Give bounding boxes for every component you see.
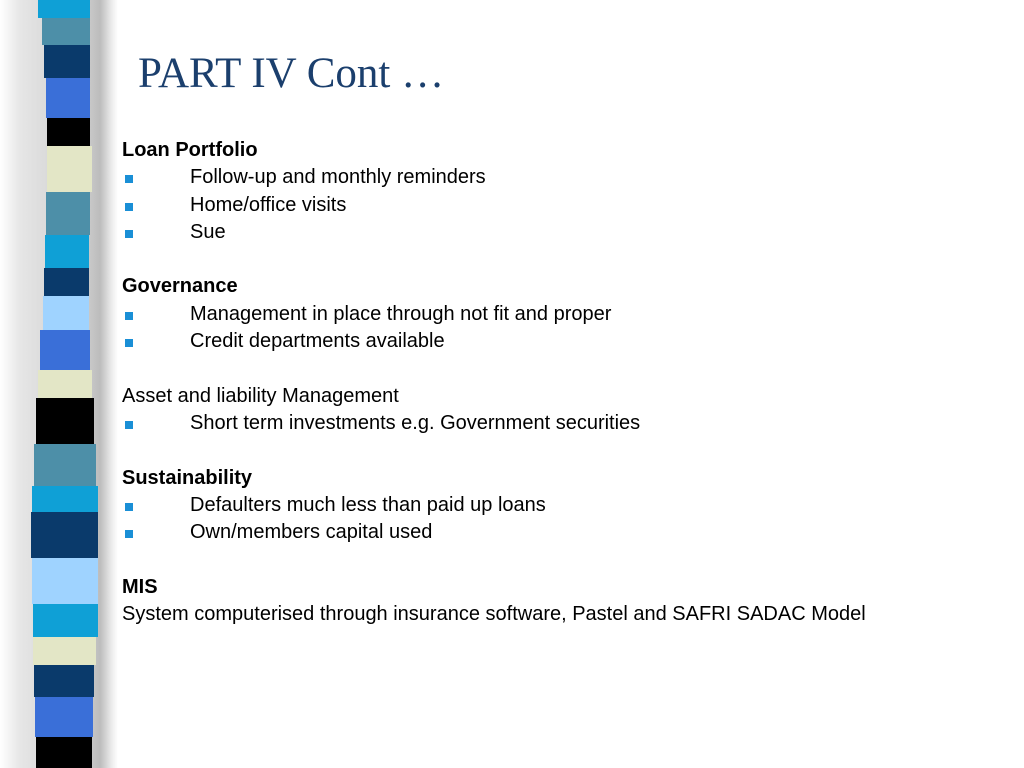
section-heading: MIS xyxy=(122,575,158,598)
square-bullet-icon xyxy=(125,175,133,183)
strip-band xyxy=(32,558,98,604)
strip-band xyxy=(40,330,90,370)
bullet-item xyxy=(122,492,1002,519)
section-mis xyxy=(122,574,1002,629)
bullet-text: Follow-up and monthly reminders xyxy=(190,166,486,189)
section-heading: Loan Portfolio xyxy=(122,139,258,161)
strip-band xyxy=(36,737,92,768)
strip-band xyxy=(32,486,98,512)
bullet-item xyxy=(122,192,1002,219)
square-bullet-icon xyxy=(125,312,133,320)
section-heading: Governance xyxy=(122,275,238,298)
bullet-text: Credit departments available xyxy=(190,330,445,353)
bullet-text: Management in place through not fit and proper xyxy=(190,302,612,325)
square-bullet-icon xyxy=(125,530,133,538)
slide-body xyxy=(122,137,1002,656)
bullet-item xyxy=(122,164,1002,191)
bullet-text: Sue xyxy=(190,220,226,243)
strip-band xyxy=(47,146,92,192)
strip-band xyxy=(46,78,90,118)
square-bullet-icon xyxy=(125,230,133,238)
strip-band xyxy=(46,192,90,235)
section-heading: Sustainability xyxy=(122,466,253,489)
section-sustainability xyxy=(122,465,1002,547)
section-asset-liability xyxy=(122,383,1002,438)
strip-band xyxy=(34,444,96,486)
strip-band xyxy=(33,637,96,665)
square-bullet-icon xyxy=(125,421,133,429)
bullet-text: Short term investments e.g. Government securities xyxy=(190,411,641,434)
strip-band xyxy=(42,18,90,45)
bullet-item xyxy=(122,519,1002,546)
bullet-text: Home/office visits xyxy=(190,193,347,216)
strip-band xyxy=(34,665,94,697)
square-bullet-icon xyxy=(125,339,133,347)
section-heading: Asset and liability Management xyxy=(122,384,399,407)
bullet-text: Own/members capital used xyxy=(190,521,433,544)
bullet-item xyxy=(122,219,1002,246)
section-loan-portfolio xyxy=(122,137,1002,246)
strip-band xyxy=(43,296,89,330)
bullet-item xyxy=(122,301,1002,328)
decorative-side-strip xyxy=(0,0,118,768)
strip-band xyxy=(31,512,98,558)
strip-band xyxy=(45,235,89,268)
strip-band xyxy=(47,118,90,146)
strip-band xyxy=(33,604,98,637)
bullet-item xyxy=(122,410,1002,437)
square-bullet-icon xyxy=(125,203,133,211)
bullet-text: Defaulters much less than paid up loans xyxy=(190,493,546,516)
mis-description: System computerised through insurance software, Pastel and SAFRI SADAC Model xyxy=(122,603,866,626)
square-bullet-icon xyxy=(125,503,133,511)
strip-band xyxy=(38,0,90,18)
bullet-item xyxy=(122,328,1002,355)
strip-band xyxy=(38,370,92,398)
strip-band xyxy=(36,398,94,444)
strip-band xyxy=(44,268,89,296)
slide-title: PART IV Cont … xyxy=(138,50,445,97)
section-governance xyxy=(122,273,1002,355)
strip-band xyxy=(44,45,90,78)
strip-band xyxy=(35,697,93,737)
